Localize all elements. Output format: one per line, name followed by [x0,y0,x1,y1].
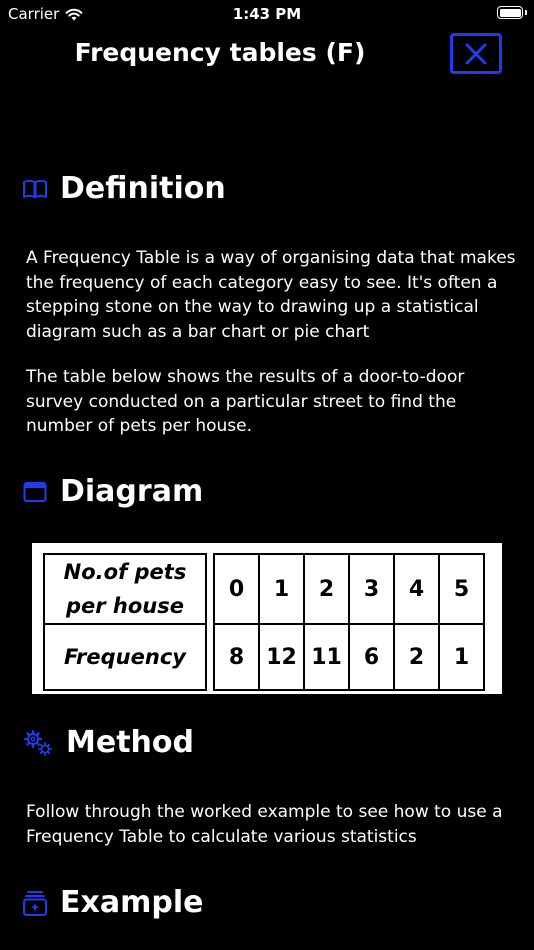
example-heading [22,885,203,920]
close-x-icon [464,42,488,66]
definition-paragraph-2: The table below shows the results of a door-to-door survey conducted on a particular street to find the number of pets per house. [26,367,465,436]
definition-title: Definition [60,171,226,206]
sparkle-box-icon [22,890,48,916]
frequency-cell: 12 [259,624,304,690]
pets-cell: 5 [439,554,484,624]
close-button[interactable] [450,33,502,74]
gears-icon [22,730,54,756]
pets-cell: 3 [349,554,394,624]
carrier-label: Carrier [8,5,60,23]
pets-cell: 1 [259,554,304,624]
pets-cell: 2 [304,554,349,624]
frequency-table-image [32,543,502,694]
frequency-table [43,553,485,691]
method-heading [22,725,194,760]
window-icon [22,479,48,505]
page-title: Frequency tables (F) [74,38,366,67]
pets-cell: 0 [214,554,259,624]
book-icon [22,176,48,202]
table-row-frequency [44,624,484,690]
method-paragraph: Follow through the worked example to see how to use a Frequency Table to calculate various statistics [26,802,503,847]
row-header-frequency: Frequency [44,624,206,690]
frequency-cell: 1 [439,624,484,690]
row-header-pets [44,554,206,624]
frequency-cell: 8 [214,624,259,690]
diagram-title: Diagram [60,474,204,509]
row-header-pets-line2: per house [65,594,184,618]
frequency-cell: 6 [349,624,394,690]
battery-icon [497,6,523,19]
example-title: Example [60,885,204,920]
row-header-pets-line1: No.of pets [63,560,187,584]
diagram-heading [22,474,203,509]
definition-heading [22,171,226,206]
pets-cell: 4 [394,554,439,624]
method-title: Method [66,725,194,760]
definition-paragraph-1: A Frequency Table is a way of organising data that makes the frequency of each category easy to see. It's often a stepping stone on the way to drawing up a statistical diagram such as a bar chart or pie chart [26,248,516,342]
frequency-cell: 2 [394,624,439,690]
status-time: 1:43 PM [232,5,302,23]
frequency-cell: 11 [304,624,349,690]
status-bar [0,0,534,28]
table-row-pets [44,554,484,624]
